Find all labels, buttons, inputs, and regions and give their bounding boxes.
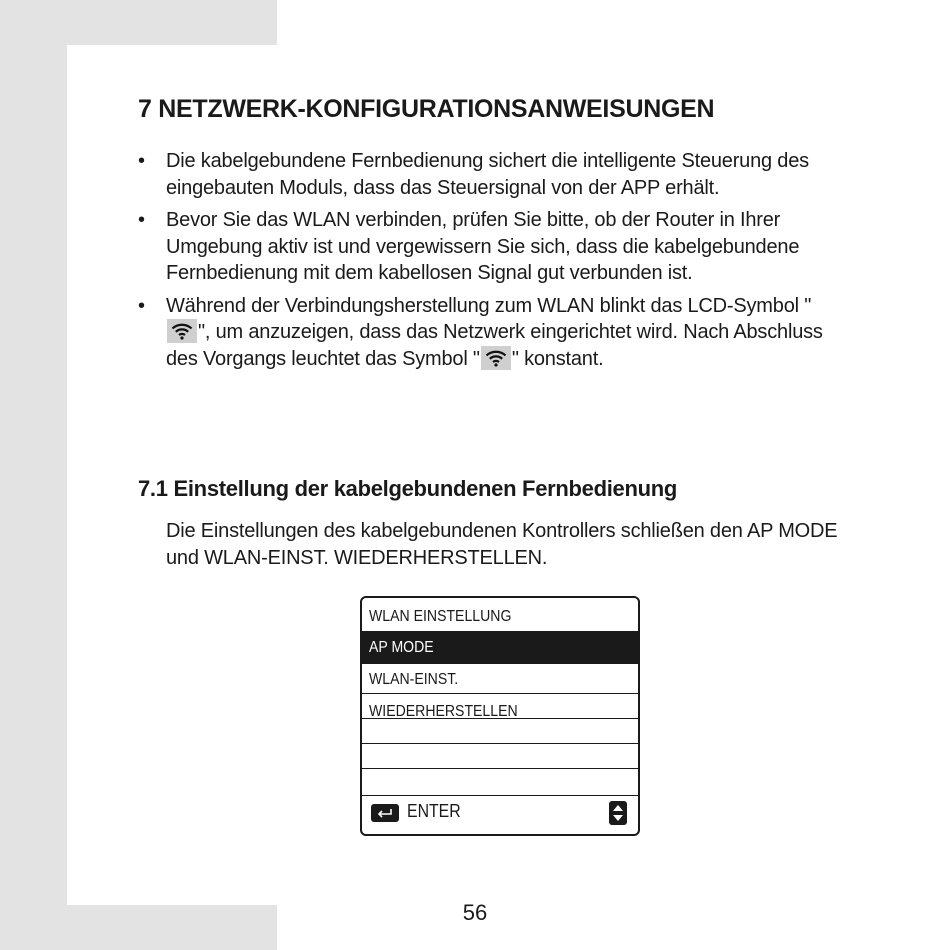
bullet-dot: • [138, 294, 145, 317]
lcd-footer [362, 796, 638, 834]
section-heading: 7 NETZWERK-KONFIGURATIONSANWEISUNGEN [138, 95, 715, 123]
bullet-dot: • [138, 209, 145, 231]
subsection-heading: 7.1 Einstellung der kabelgebundenen Fernbedienung [138, 476, 678, 501]
lcd-title: WLAN EINSTELLUNG [362, 598, 638, 632]
lcd-empty-row [362, 769, 638, 796]
up-down-arrows-icon [609, 801, 627, 825]
lcd-menu-item-ap-mode[interactable]: AP MODE [362, 632, 638, 664]
bullet-text: Die kabelgebundene Fernbedienung sichert die intelligente Steuerung des eingebauten Moduls, dass das Steuersignal von der APP erhält. [166, 150, 809, 199]
wifi-icon [481, 346, 511, 370]
enter-icon [371, 804, 399, 822]
bullet-list [138, 148, 838, 378]
page-edge-left [0, 0, 67, 950]
bullet-text: ", um anzuzeigen, dass das Netzwerk eingerichtet wird. Nach Abschluss des Vorgangs leuchtet das Symbol " [166, 321, 823, 370]
page-number: 56 [462, 900, 488, 925]
bullet-item [138, 207, 838, 287]
bullet-item [138, 293, 838, 373]
bullet-dot: • [138, 150, 145, 172]
lcd-empty-row [362, 694, 638, 719]
wifi-icon [167, 319, 197, 343]
lcd-empty-row [362, 719, 638, 744]
subsection-paragraph: Die Einstellungen des kabelgebundenen Kontrollers schließen den AP MODE und WLAN-EINST. WIEDERHERSTELLEN. [166, 520, 838, 569]
lcd-menu-item-wlan-reset[interactable]: WLAN-EINST. WIEDERHERSTELLEN [362, 664, 638, 694]
bullet-text: Bevor Sie das WLAN verbinden, prüfen Sie bitte, ob der Router in Ihrer Umgebung aktiv ist und vergewissern Sie sich, dass die kabelgebundene Fernbedienung mit dem kabellosen Signal gut verbunden ist. [166, 209, 800, 284]
lcd-screen [360, 596, 640, 836]
bullet-text: " konstant. [511, 347, 604, 370]
lcd-empty-row [362, 744, 638, 769]
bullet-item [138, 148, 838, 201]
bullet-text: Während der Verbindungsherstellung zum WLAN blinkt das LCD-Symbol " [166, 294, 812, 317]
enter-label: ENTER [407, 801, 461, 821]
